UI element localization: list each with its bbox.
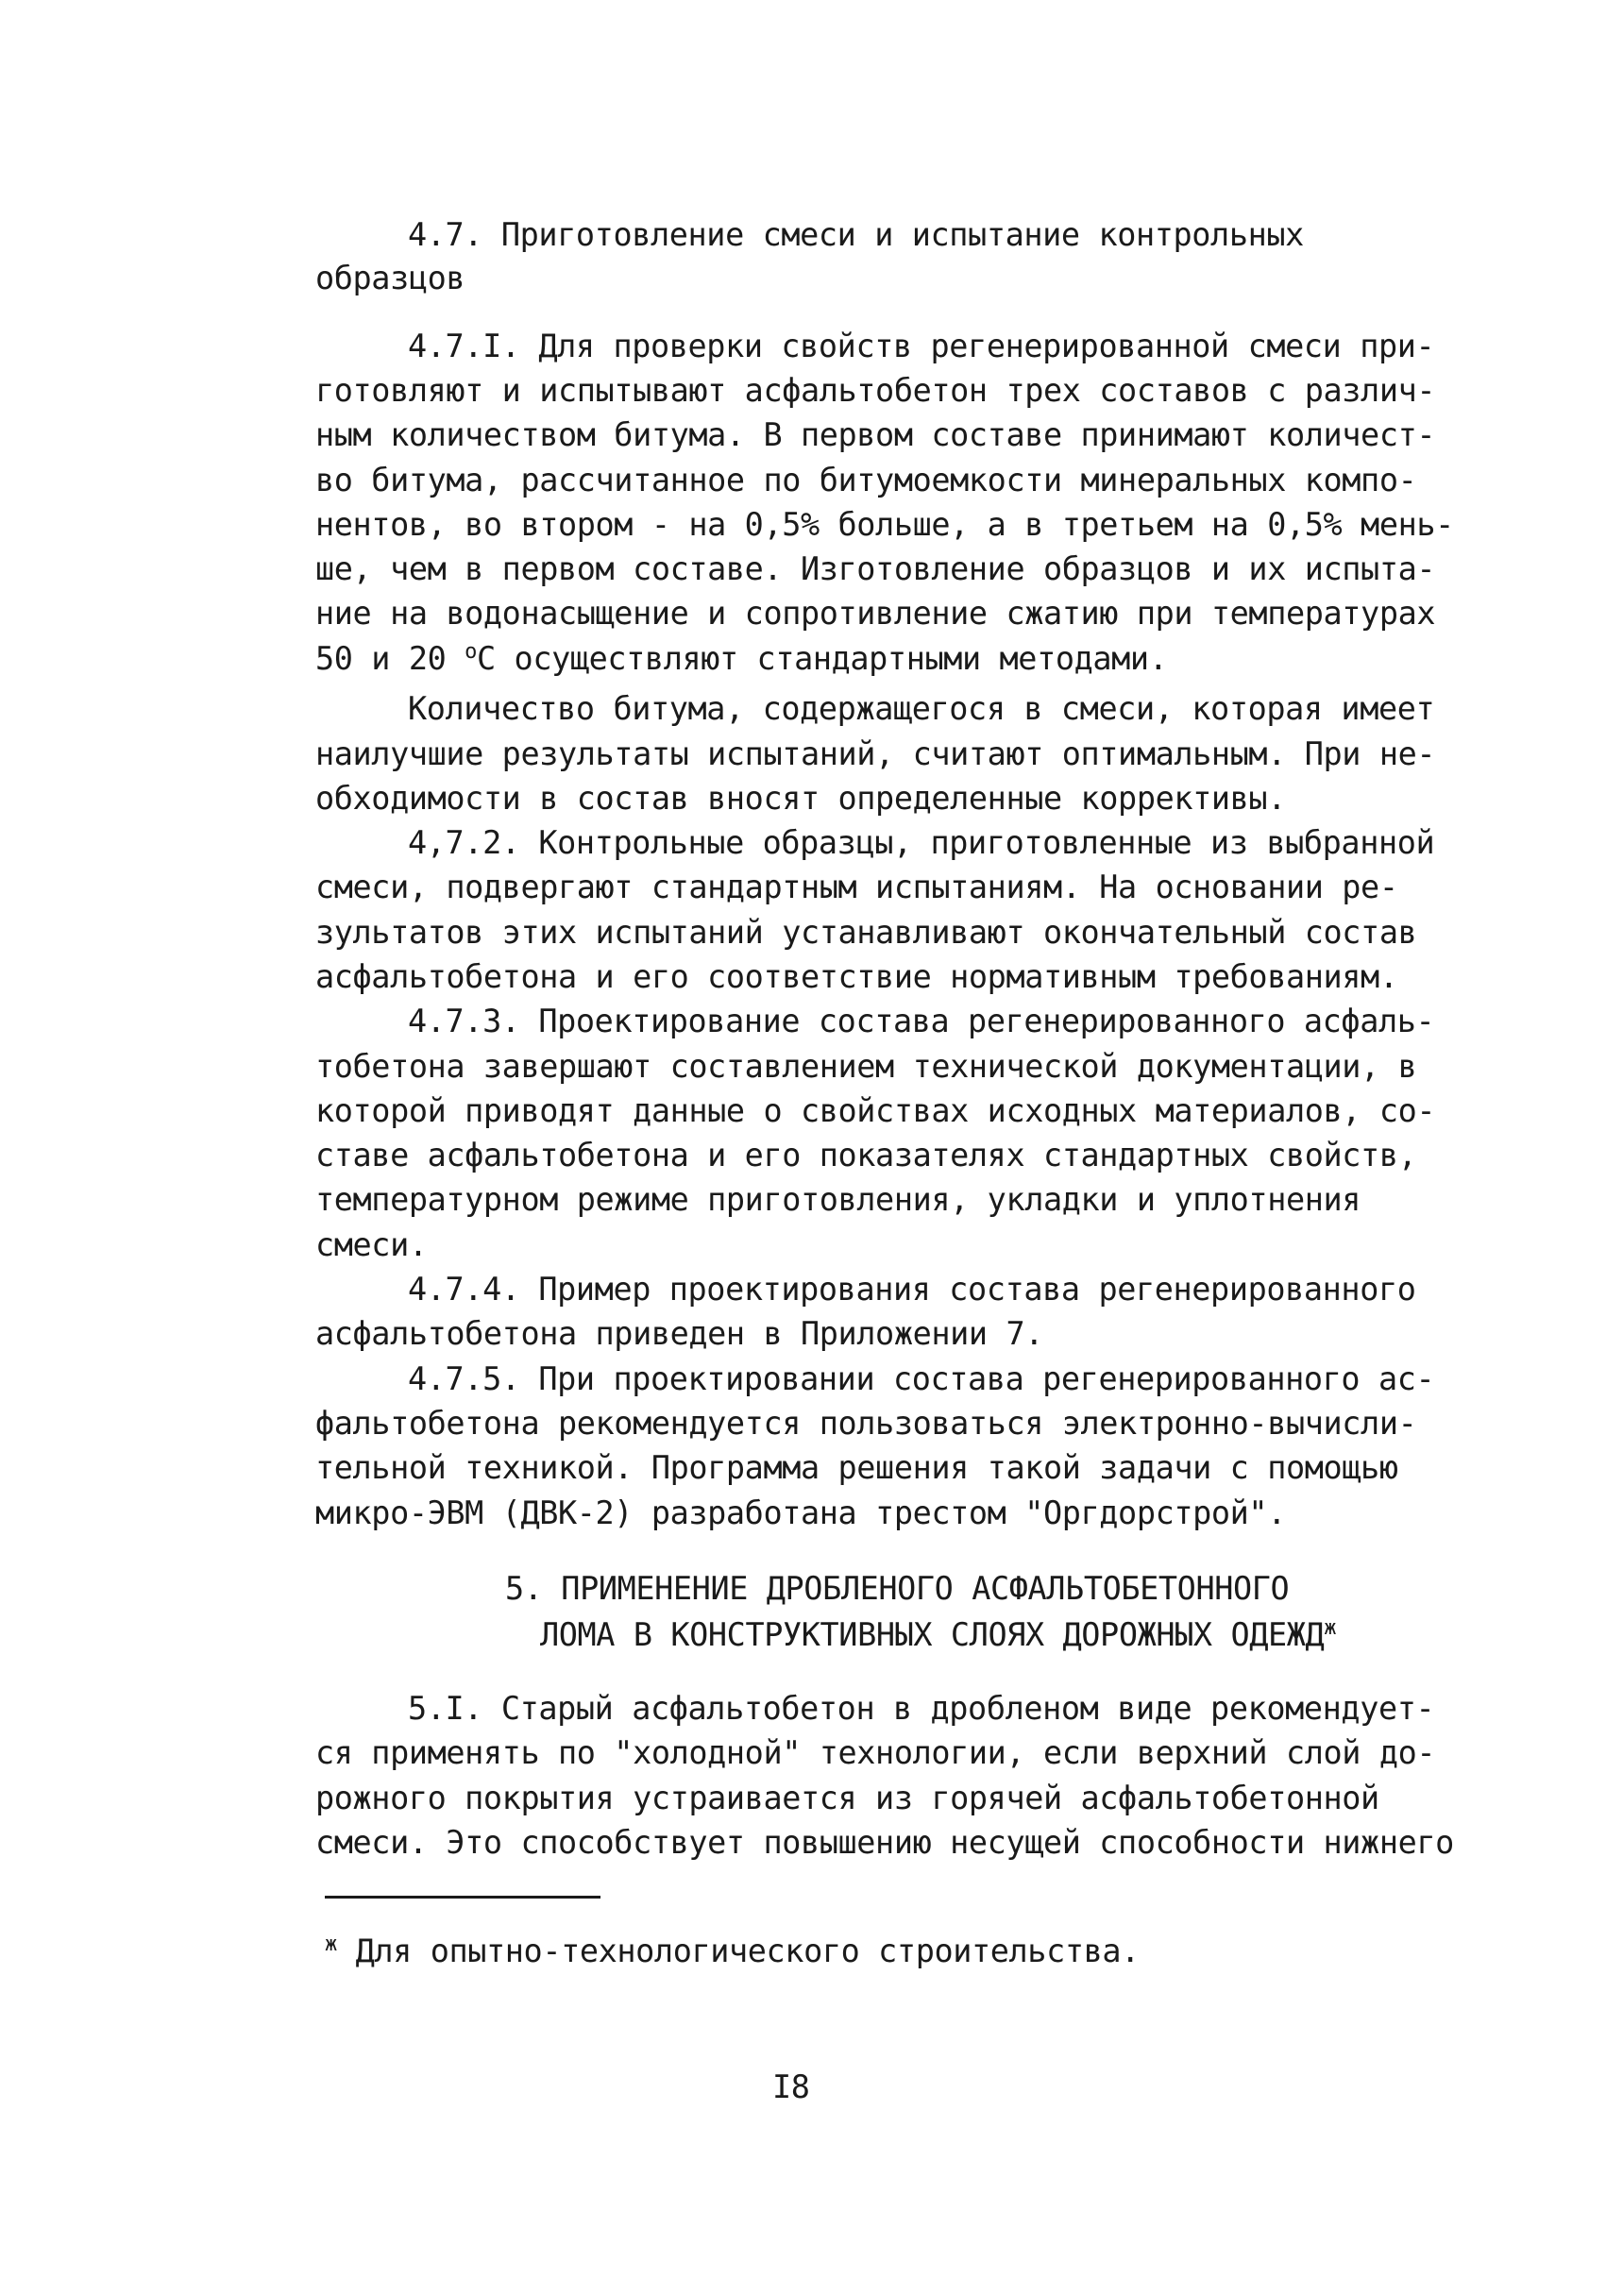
paragraph-4-7-2-line: 4,7.2. Контрольные образцы, приготовленные из выбранной [408,824,1435,861]
paragraph-4-7-5-line: тельной техникой. Программа решения такой задачи с помощью [315,1449,1398,1486]
paragraph-4-7-2-line: зультатов этих испытаний устанавливают окончательный состав [315,914,1417,951]
paragraph-4-7-1-line: 4.7.I. Для проверки свойств регенерированной смеси при- [408,328,1435,364]
footnote-separator [325,1896,600,1899]
section-5-heading: 5. ПРИМЕНЕНИЕ ДРОБЛЕНОГО АСФАЛЬТОБЕТОННОГО [505,1570,1290,1607]
paragraph-4-7-1-line: во битума, рассчитанное по битумоемкости минеральных компо- [315,462,1417,498]
paragraph-4-7-2-line: смеси, подвергают стандартным испытаниям. На основании ре- [315,869,1398,905]
page-number: I8 [772,2068,810,2105]
paragraph-5-1-line: рожного покрытия устраивается из горячей асфальтобетонной [315,1780,1379,1816]
section-5-heading-cont [540,1613,1336,1657]
paragraph-4-7-3-line: ставе асфальтобетона и его показателях стандартных свойств, [315,1137,1417,1173]
paragraph-4-7-3-line: смеси. [315,1226,428,1263]
paragraph-4-7-5-line: 4.7.5. При проектировании состава регенерированного ас- [408,1360,1435,1397]
section-4-7-heading-cont: образцов [315,260,465,296]
paragraph-4-7-1-line: ние на водонасыщение и сопротивление сжатию при температурах [315,595,1436,632]
temperature-values: 50 и 20 [315,640,465,677]
footnote-marker: ж [325,1932,337,1956]
paragraph-5-1-line: смеси. Это способствует повышению несущей способности нижнего [315,1824,1454,1861]
paragraph-4-7-2-line: асфальтобетона и его соответствие нормативным требованиям. [315,958,1398,995]
paragraph-4-7-1-line: нентов, во втором - на 0,5% больше, а в третьем на 0,5% мень- [315,506,1454,543]
paragraph-optimal-line: наилучшие результаты испытаний, считают оптимальным. При не- [315,735,1436,772]
paragraph-4-7-4-line: 4.7.4. Пример проектирования состава регенерированного [408,1271,1416,1308]
paragraph-5-1-line: 5.I. Старый асфальтобетон в дробленом виде рекомендует- [408,1690,1435,1727]
footnote [325,1930,1140,1973]
paragraph-optimal-line: Количество битума, содержащегося в смеси, которая имеет [408,690,1435,727]
paragraph-4-7-1-line [315,637,1167,681]
section-4-7-heading: 4.7. Приготовление смеси и испытание контрольных [408,216,1304,253]
paragraph-4-7-5-line: фальтобетона рекомендуется пользоваться электронно-вычисли- [315,1405,1417,1442]
footnote-text: Для опытно-технологического строительства. [336,1933,1140,1969]
paragraph-4-7-1-line: ным количеством битума. В первом составе принимают количест- [315,416,1436,453]
paragraph-4-7-1-line: ше, чем в первом составе. Изготовление образцов и их испыта- [315,550,1436,587]
paragraph-4-7-3-line: 4.7.3. Проектирование состава регенерированного асфаль- [408,1003,1435,1039]
footnote-marker: ж [1324,1615,1337,1640]
paragraph-4-7-1-line: готовляют и испытывают асфальтобетон трех составов с различ- [315,372,1436,409]
paragraph-4-7-4-line: асфальтобетона приведен в Приложении 7. [315,1315,1043,1352]
paragraph-4-7-3-line: температурном режиме приготовления, укладки и уплотнения [315,1181,1361,1218]
paragraph-4-7-3-line: тобетона завершают составлением технической документации, в [315,1048,1417,1085]
paragraph-4-7-3-line: которой приводят данные о свойствах исходных материалов, со- [315,1092,1436,1129]
section-5-heading-text: ЛОМА В КОНСТРУКТИВНЫХ СЛОЯХ ДОРОЖНЫХ ОДЕЖД [540,1616,1325,1653]
paragraph-5-1-line: ся применять по "холодной" технологии, если верхний слой до- [315,1734,1436,1771]
paragraph-optimal-line: обходимости в состав вносят определенные коррективы. [315,780,1286,817]
degree-sign: о [465,639,478,664]
temperature-unit-text: С осуществляют стандартными методами. [477,640,1168,677]
paragraph-4-7-5-line: микро-ЭВМ (ДВК-2) разработана трестом "Оргдорстрой". [315,1494,1286,1531]
